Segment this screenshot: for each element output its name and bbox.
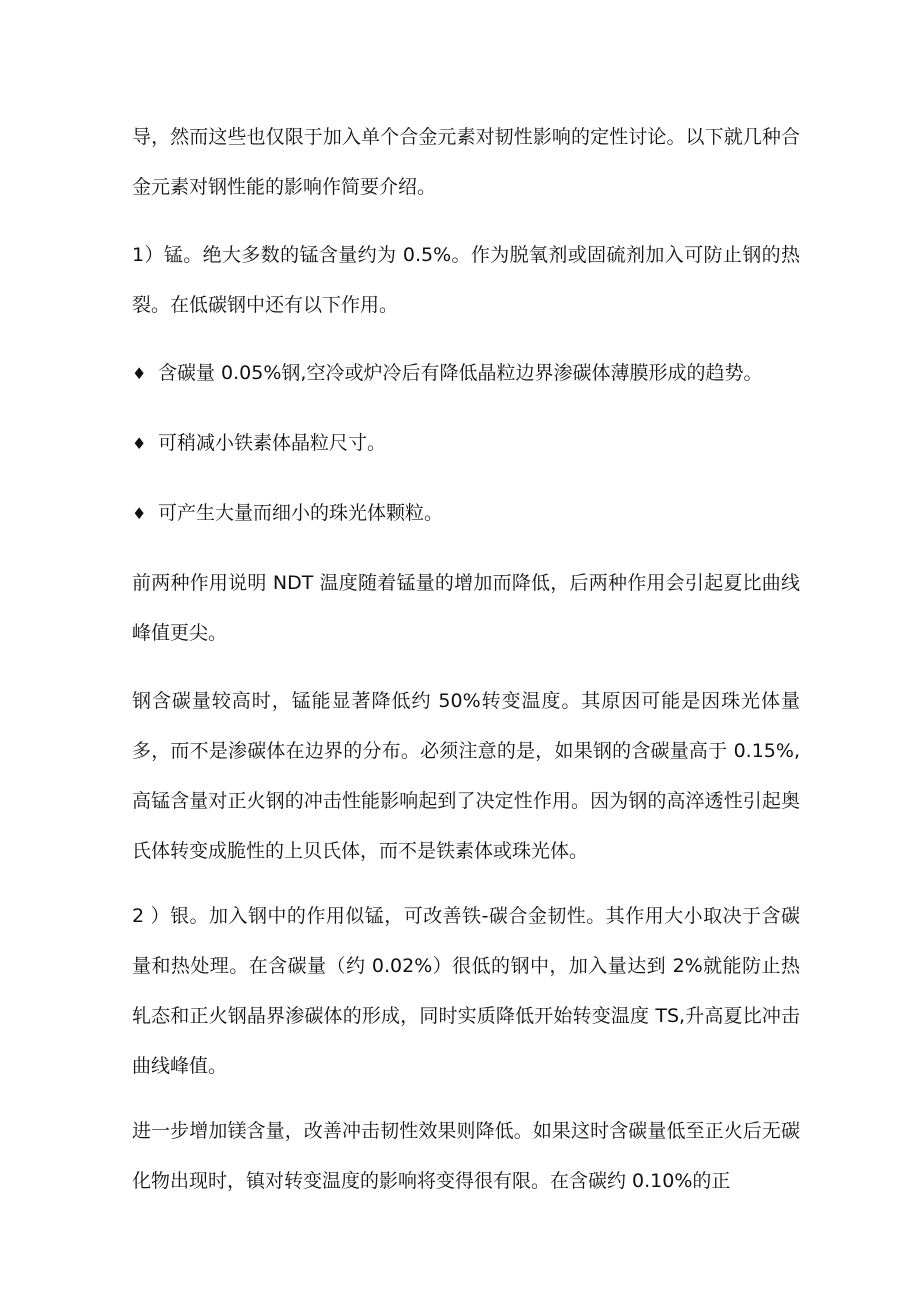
bullet-item-1 xyxy=(132,348,800,399)
diamond-bullet-icon: ♦ xyxy=(132,504,147,523)
diamond-bullet-icon: ♦ xyxy=(132,364,147,383)
paragraph-high-carbon: 钢含碳量较高时，锰能显著降低约 50%转变温度。其原因可能是因珠光体量多，而不是渗碳体在边界的分布。必须注意的是，如果钢的含碳量高于 0.15%,高锰含量对正火钢的冲击性能影响起到了决定性作用。因为钢的高淬透性引起奥氏体转变成脆性的上贝氏体，而不是铁素体或珠光体。 xyxy=(132,690,800,862)
diamond-bullet-icon: ♦ xyxy=(132,434,147,453)
bullet-item-2 xyxy=(132,418,800,469)
paragraph-intro: 导，然而这些也仅限于加入单个合金元素对韧性影响的定性讨论。以下就几种合金元素对钢性能的影响作简要介绍。 xyxy=(132,126,800,198)
paragraph-manganese: 1）锰。绝大多数的锰含量约为 0.5%。作为脱氧剂或固硫剂加入可防止钢的热裂。在低碳钢中还有以下作用。 xyxy=(132,244,800,316)
paragraph-further: 进一步增加镁含量，改善冲击韧性效果则降低。如果这时含碳量低至正火后无碳化物出现时，镇对转变温度的影响将变得很有限。在含碳约 0.10%的正 xyxy=(132,1120,800,1192)
paragraph-nickel: 2 ）银。加入钢中的作用似锰，可改善铁-碳合金韧性。其作用大小取决于含碳量和热处理。在含碳量（约 0.02%）很低的钢中，加入量达到 2%就能防止热轧态和正火钢晶界渗碳体的形成，同时实质降低开始转变温度 TS,升高夏比冲击曲线峰值。 xyxy=(132,905,800,1077)
bullet-text-1: 含碳量 0.05%钢,空冷或炉冷后有降低晶粒边界渗碳体薄膜形成的趋势。 xyxy=(158,362,763,384)
bullet-text-2: 可稍减小铁素体晶粒尺寸。 xyxy=(158,432,387,454)
bullet-item-3 xyxy=(132,488,800,539)
paragraph-ndt: 前两种作用说明 NDT 温度随着锰量的增加而降低，后两种作用会引起夏比曲线峰值更尖。 xyxy=(132,572,800,644)
bullet-text-3: 可产生大量而细小的珠光体颗粒。 xyxy=(158,502,444,524)
